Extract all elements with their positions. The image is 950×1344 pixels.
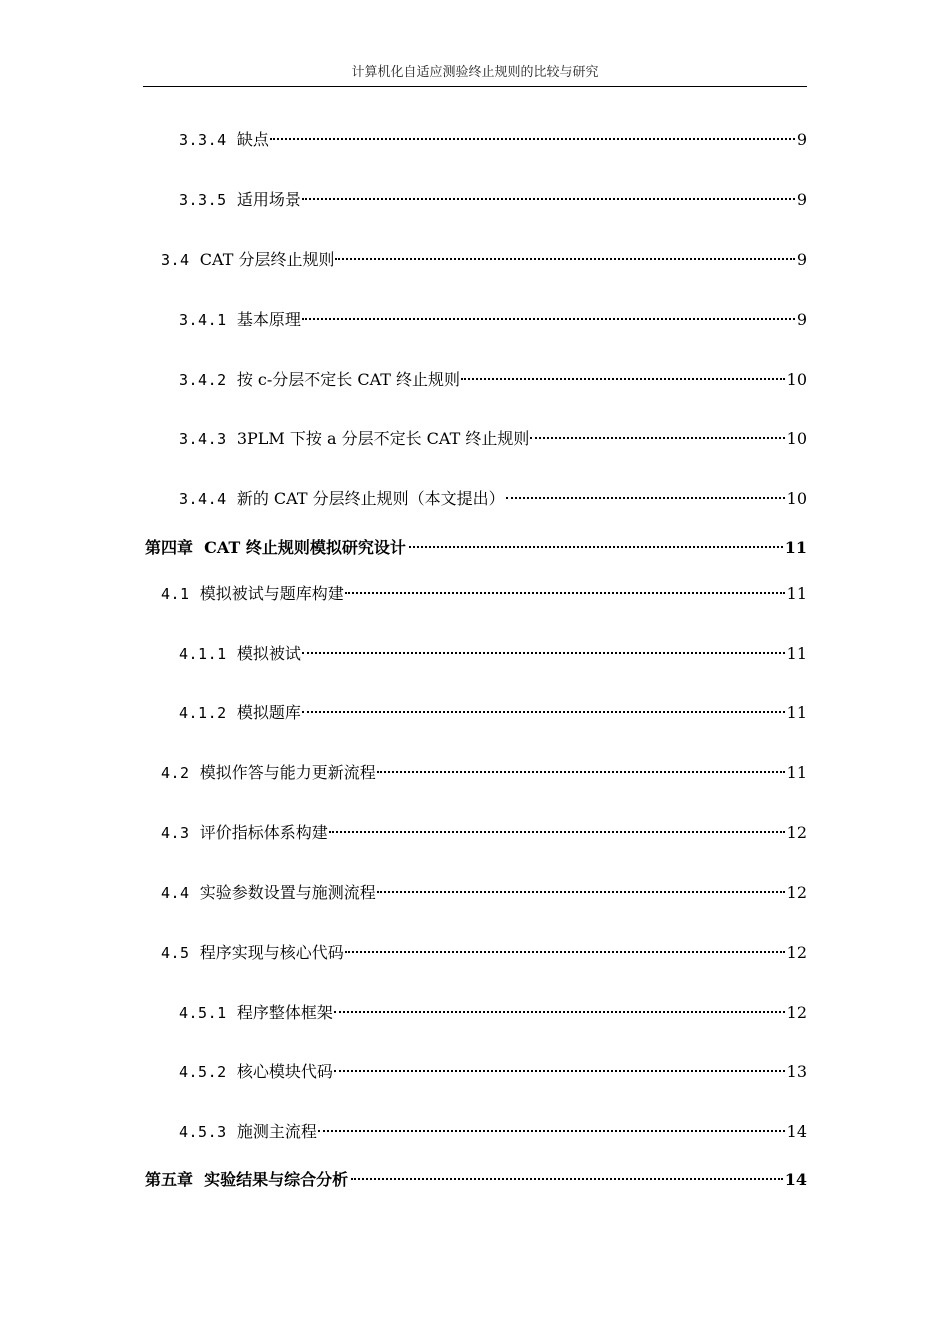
- toc-number: 4.5: [161, 944, 190, 962]
- toc-leader-dots: [351, 1178, 783, 1180]
- toc-number: 4.5.3: [179, 1123, 227, 1141]
- toc-entry[interactable]: [161, 582, 807, 606]
- toc-entry[interactable]: [179, 128, 807, 152]
- toc-page-number: 10: [786, 489, 807, 508]
- toc-entry[interactable]: [161, 821, 807, 845]
- toc-title: 评价指标体系构建: [199, 823, 328, 842]
- toc-number: 4.1.2: [179, 704, 227, 722]
- toc-entry[interactable]: [161, 881, 807, 905]
- toc-leader-dots: [377, 771, 785, 773]
- toc-title: 基本原理: [236, 310, 301, 329]
- toc-leader-dots: [318, 1130, 785, 1132]
- toc-number: 3.4.2: [179, 371, 227, 389]
- toc-number: 3.3.4: [179, 131, 227, 149]
- toc-page-number: 13: [786, 1062, 807, 1081]
- toc-page-number: 10: [786, 429, 807, 448]
- toc-number: 4.1.1: [179, 645, 227, 663]
- toc-page-number: 9: [796, 250, 807, 269]
- toc-page-number: 9: [796, 130, 807, 149]
- toc-title: 实验结果与综合分析: [204, 1170, 349, 1189]
- toc-title: 模拟被试与题库构建: [199, 584, 344, 603]
- toc-leader-dots: [302, 198, 795, 200]
- toc-page-number: 11: [786, 584, 807, 603]
- toc-leader-dots: [506, 497, 785, 499]
- toc-entry[interactable]: [179, 188, 807, 212]
- toc-number: 4.4: [161, 884, 190, 902]
- toc-entry[interactable]: [179, 427, 807, 451]
- toc-leader-dots: [409, 546, 783, 548]
- toc-title: 模拟作答与能力更新流程: [199, 763, 376, 782]
- toc-number: 3.4: [161, 251, 190, 269]
- toc-leader-dots: [335, 258, 794, 260]
- toc-chapter-entry[interactable]: [145, 1168, 807, 1192]
- toc-page-number: 12: [786, 883, 807, 902]
- toc-page-number: 12: [786, 1003, 807, 1022]
- toc-leader-dots: [302, 652, 785, 654]
- toc-number: 第四章: [145, 538, 194, 557]
- toc-number: 第五章: [145, 1170, 194, 1189]
- toc-title: 适用场景: [236, 190, 301, 209]
- toc-leader-dots: [461, 378, 785, 380]
- toc-leader-dots: [334, 1011, 785, 1013]
- toc-title: 缺点: [236, 130, 269, 149]
- toc-leader-dots: [345, 951, 785, 953]
- toc-title: 模拟题库: [236, 703, 301, 722]
- page-header: [143, 62, 807, 87]
- toc-entry[interactable]: [179, 308, 807, 332]
- toc-title: CAT 分层终止规则: [199, 250, 335, 269]
- toc-page-number: 10: [786, 370, 807, 389]
- toc-number: 4.3: [161, 824, 190, 842]
- toc-number: 4.2: [161, 764, 190, 782]
- toc-entry[interactable]: [161, 248, 807, 272]
- toc-entry[interactable]: [179, 368, 807, 392]
- header-title: 计算机化自适应测验终止规则的比较与研究: [351, 65, 599, 80]
- toc-title: 程序整体框架: [236, 1003, 333, 1022]
- toc-number: 4.5.1: [179, 1004, 227, 1022]
- toc-entry[interactable]: [179, 487, 807, 511]
- toc-page-number: 12: [786, 823, 807, 842]
- toc-page-number: 11: [786, 644, 807, 663]
- toc-leader-dots: [270, 138, 795, 140]
- toc-page-number: 11: [786, 703, 807, 722]
- toc-title: 施测主流程: [236, 1122, 317, 1141]
- toc-page-number: 9: [796, 190, 807, 209]
- toc-title: 按 c-分层不定长 CAT 终止规则: [236, 370, 461, 389]
- toc-leader-dots: [329, 831, 785, 833]
- toc-chapter-entry[interactable]: [145, 536, 807, 560]
- toc-leader-dots: [302, 318, 795, 320]
- toc-entry[interactable]: [179, 1120, 807, 1144]
- toc-title: 程序实现与核心代码: [199, 943, 344, 962]
- toc-leader-dots: [377, 891, 785, 893]
- toc-entry[interactable]: [179, 642, 807, 666]
- toc-number: 3.4.1: [179, 311, 227, 329]
- toc-title: CAT 终止规则模拟研究设计: [204, 538, 406, 557]
- toc-number: 3.4.3: [179, 430, 227, 448]
- toc-number: 4.5.2: [179, 1063, 227, 1081]
- toc-number: 3.3.5: [179, 191, 227, 209]
- toc-page-number: 12: [786, 943, 807, 962]
- toc-entry[interactable]: [179, 701, 807, 725]
- toc-page-number: 14: [786, 1122, 807, 1141]
- toc-title: 3PLM 下按 a 分层不定长 CAT 终止规则: [236, 429, 530, 448]
- toc-leader-dots: [302, 711, 785, 713]
- toc-title: 新的 CAT 分层终止规则（本文提出）: [236, 489, 505, 508]
- toc-entry[interactable]: [179, 1001, 807, 1025]
- toc-number: 3.4.4: [179, 490, 227, 508]
- toc-entry[interactable]: [161, 941, 807, 965]
- toc-page-number: 11: [784, 538, 807, 557]
- toc-entry[interactable]: [161, 761, 807, 785]
- toc-number: 4.1: [161, 585, 190, 603]
- toc-entry[interactable]: [179, 1060, 807, 1084]
- toc-leader-dots: [345, 592, 785, 594]
- toc-title: 实验参数设置与施测流程: [199, 883, 376, 902]
- toc-page-number: 9: [796, 310, 807, 329]
- toc-title: 模拟被试: [236, 644, 301, 663]
- toc-title: 核心模块代码: [236, 1062, 333, 1081]
- toc-leader-dots: [530, 437, 784, 439]
- toc-leader-dots: [334, 1070, 785, 1072]
- toc-page-number: 14: [784, 1170, 807, 1189]
- toc-page-number: 11: [786, 763, 807, 782]
